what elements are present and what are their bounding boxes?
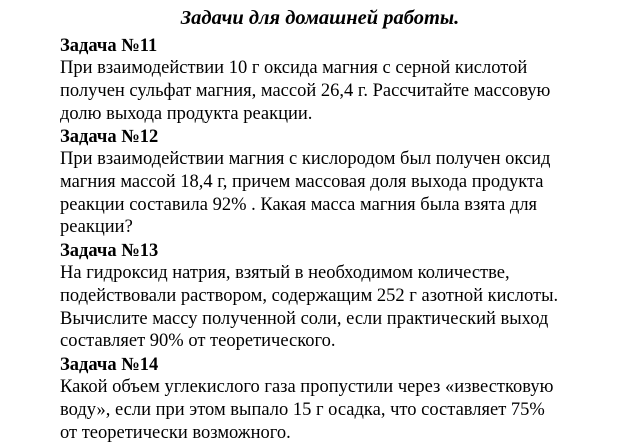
task-heading: Задача №13 xyxy=(60,241,159,261)
task-text-line: получен сульфат магния, массой 26,4 г. Рассчитайте массовую xyxy=(60,80,551,101)
task-text-line: от теоретически возможного. xyxy=(60,422,291,443)
task-block-14 xyxy=(60,354,635,444)
task-text-line: При взаимодействии 10 г оксида магния с серной кислотой xyxy=(60,58,528,78)
page-title: Задачи для домашней работы. xyxy=(180,7,460,29)
task-text-line: долю выхода продукта реакции. xyxy=(60,103,313,124)
task-text-line: воду», если при этом выпало 15 г осадка, что составляет 75% xyxy=(60,399,545,420)
task-heading: Задача №14 xyxy=(60,355,159,375)
task-heading: Задача №12 xyxy=(60,127,159,147)
task-text-line: магния массой 18,4 г, причем массовая доля выхода продукта xyxy=(60,171,544,192)
task-block-13 xyxy=(60,240,635,353)
task-block-11 xyxy=(60,35,635,125)
task-text-line: При взаимодействии магния с кислородом был получен оксид xyxy=(60,149,551,169)
task-text-line: На гидроксид натрия, взятый в необходимом количестве, xyxy=(60,263,510,283)
task-text-line: реакции? xyxy=(60,217,133,238)
task-block-12 xyxy=(60,126,635,239)
task-text xyxy=(60,57,635,125)
task-text-line: Вычислите массу полученной соли, если практический выход xyxy=(60,308,549,329)
task-text xyxy=(60,376,635,444)
task-heading: Задача №11 xyxy=(60,36,158,56)
task-text-line: реакции составила 92% . Какая масса магния была взята для xyxy=(60,194,538,215)
task-text-line: Какой объем углекислого газа пропустили через «известковую xyxy=(60,377,554,397)
task-text xyxy=(60,148,635,239)
task-text-line: составляет 90% от теоретического. xyxy=(60,331,336,352)
task-text-line: подействовали раствором, содержащим 252 г азотной кислоты. xyxy=(60,285,559,306)
task-text xyxy=(60,262,635,353)
